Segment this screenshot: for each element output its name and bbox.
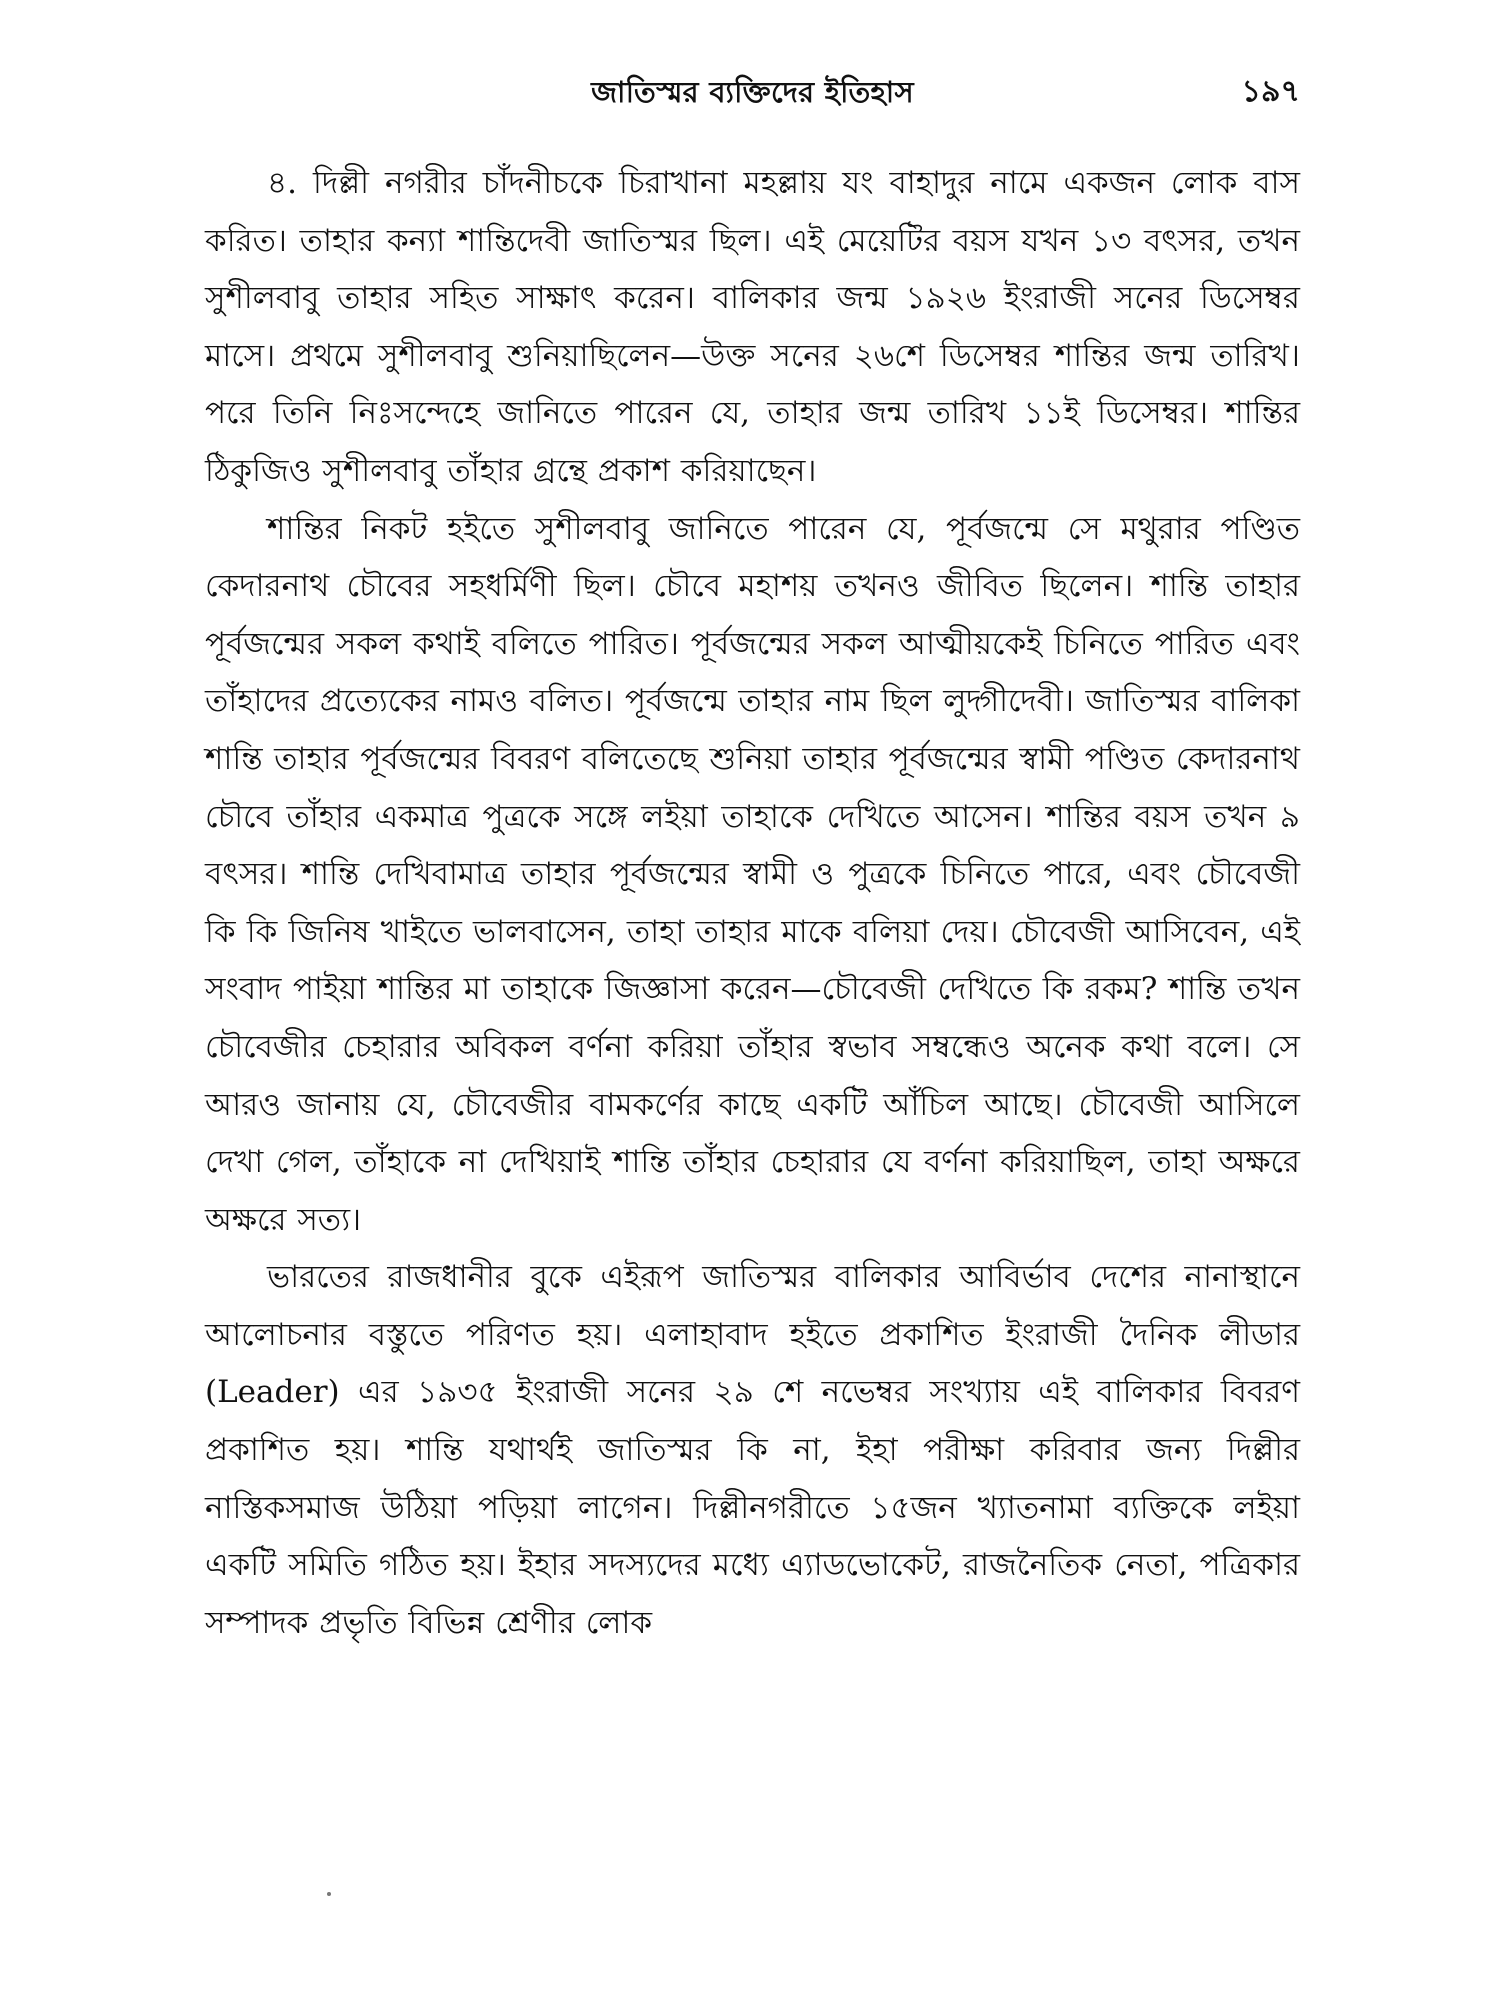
running-header (205, 62, 1300, 122)
paragraph-1: ৪. দিল্লী নগরীর চাঁদনীচকে চিরাখানা মহল্লায় যং বাহাদুর নামে একজন লোক বাস করিত। তাহার কন্যা শান্তিদেবী জাতিস্মর ছিল। এই মেয়েটির বয়স যখন ১৩ বৎসর, তখন সুশীলবাবু তাহার সহিত সাক্ষাৎ করেন। বালিকার জন্ম ১৯২৬ ইংরাজী সনের ডিসেম্বর মাসে। প্রথমে সুশীলবাবু শুনিয়াছিলেন—উক্ত সনের ২৬শে ডিসেম্বর শান্তির জন্ম তারিখ। পরে তিনি নিঃসন্দেহে জানিতে পারেন যে, তাহার জন্ম তারিখ ১১ই ডিসেম্বর। শান্তির ঠিকুজিও সুশীলবাবু তাঁহার গ্রন্থে প্রকাশ করিয়াছেন। (205, 165, 1300, 489)
paragraph-3: ভারতের রাজধানীর বুকে এইরূপ জাতিস্মর বালিকার আবির্ভাব দেশের নানাস্থানে আলোচনার বস্তুতে পরিণত হয়। এলাহাবাদ হইতে প্রকাশিত ইংরাজী দৈনিক লীডার (Leader) এর ১৯৩৫ ইংরাজী সনের ২৯ শে নভেম্বর সংখ্যায় এই বালিকার বিবরণ প্রকাশিত হয়। শান্তি যথার্থই জাতিস্মর কি না, ইহা পরীক্ষা করিবার জন্য দিল্লীর নাস্তিকসমাজ উঠিয়া পড়িয়া লাগেন। দিল্লীনগরীতে ১৫জন খ্যাতনামা ব্যক্তিকে লইয়া একটি সমিতি গঠিত হয়। ইহার সদস্যদের মধ্যে এ্যাডভোকেট, রাজনৈতিক নেতা, পত্রিকার সম্পাদক প্রভৃতি বিভিন্ন শ্রেণীর লোক (205, 1259, 1300, 1641)
body-text (205, 155, 1300, 1652)
print-speck (327, 1892, 331, 1896)
paragraph-2: শান্তির নিকট হইতে সুশীলবাবু জানিতে পারেন যে, পূর্বজন্মে সে মথুরার পণ্ডিত কেদারনাথ চৌবের সহধর্মিণী ছিল। চৌবে মহাশয় তখনও জীবিত ছিলেন। শান্তি তাহার পূর্বজন্মের সকল কথাই বলিতে পারিত। পূর্বজন্মের সকল আত্মীয়কেই চিনিতে পারিত এবং তাঁহাদের প্রত্যেকের নামও বলিত। পূর্বজন্মে তাহার নাম ছিল লুদ্গীদেবী। জাতিস্মর বালিকা শান্তি তাহার পূর্বজন্মের বিবরণ বলিতেছে শুনিয়া তাহার পূর্বজন্মের স্বামী পণ্ডিত কেদারনাথ চৌবে তাঁহার একমাত্র পুত্রকে সঙ্গে লইয়া তাহাকে দেখিতে আসেন। শান্তির বয়স তখন ৯ বৎসর। শান্তি দেখিবামাত্র তাহার পূর্বজন্মের স্বামী ও পুত্রকে চিনিতে পারে, এবং চৌবেজী কি কি জিনিষ খাইতে ভালবাসেন, তাহা তাহার মাকে বলিয়া দেয়। চৌবেজী আসিবেন, এই সংবাদ পাইয়া শান্তির মা তাহাকে জিজ্ঞাসা করেন—চৌবেজী দেখিতে কি রকম? শান্তি তখন চৌবেজীর চেহারার অবিকল বর্ণনা করিয়া তাঁহার স্বভাব সম্বন্ধেও অনেক কথা বলে। সে আরও জানায় যে, চৌবেজীর বামকর্ণের কাছে একটি আঁচিল আছে। চৌবেজী আসিলে দেখা গেল, তাঁহাকে না দেখিয়াই শান্তি তাঁহার চেহারার যে বর্ণনা করিয়াছিল, তাহা অক্ষরে অক্ষরে সত্য। (205, 510, 1300, 1238)
running-title: জাতিস্মর ব্যক্তিদের ইতিহাস (591, 75, 914, 109)
page-number: ১৯৭ (1241, 74, 1300, 109)
